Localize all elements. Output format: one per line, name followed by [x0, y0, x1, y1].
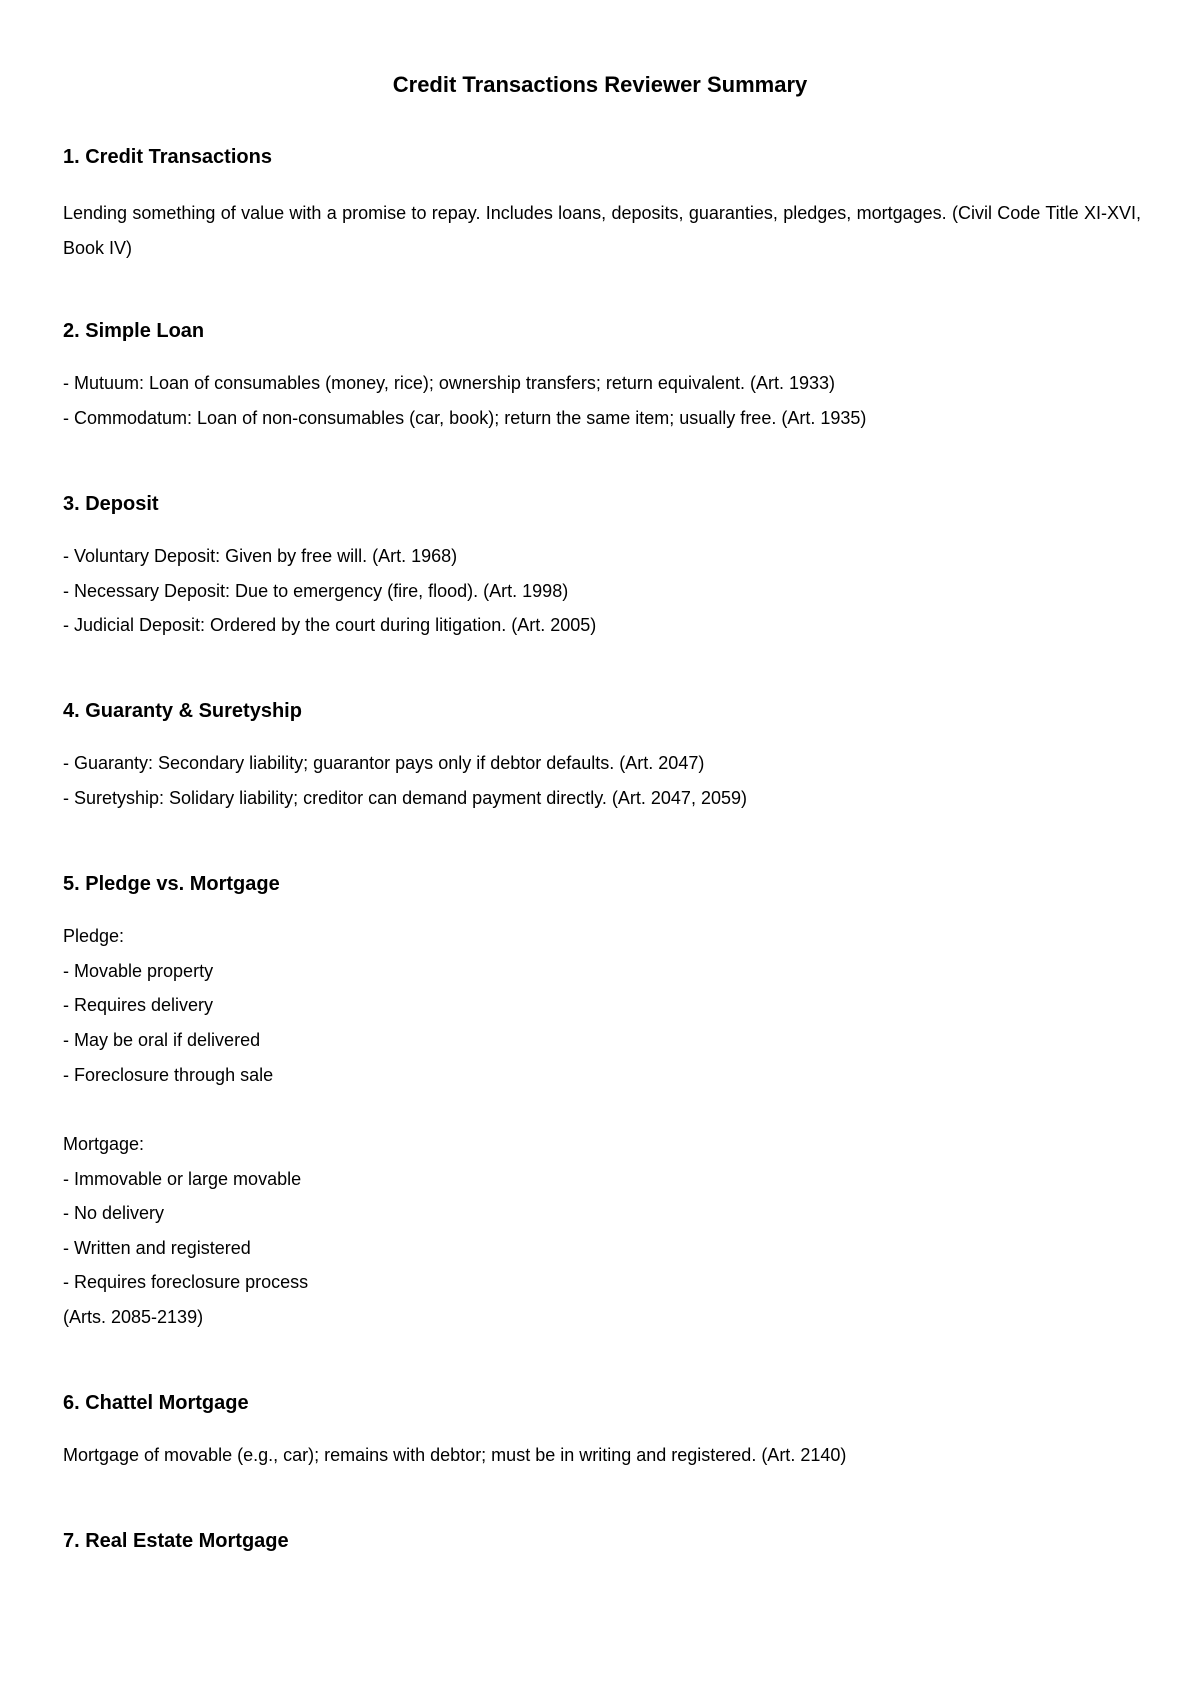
list-item: - No delivery — [63, 1203, 165, 1223]
section-heading-chattel-mortgage: 6. Chattel Mortgage — [63, 1392, 249, 1414]
section-heading-guaranty-suretyship: 4. Guaranty & Suretyship — [63, 700, 302, 722]
section-heading-pledge-vs-mortgage: 5. Pledge vs. Mortgage — [63, 873, 280, 895]
list-item: - Suretyship: Solidary liability; creditor can demand payment directly. (Art. 2047, 2059) — [63, 788, 747, 808]
list-item: - Judicial Deposit: Ordered by the court during litigation. (Art. 2005) — [63, 615, 597, 635]
list-item: - May be oral if delivered — [63, 1030, 261, 1050]
section-heading-real-estate-mortgage: 7. Real Estate Mortgage — [63, 1530, 289, 1552]
list-item: - Requires foreclosure process — [63, 1272, 309, 1292]
citation: (Arts. 2085-2139) — [63, 1307, 204, 1327]
list-item: - Mutuum: Loan of consumables (money, rice); ownership transfers; return equivalent. (Art. 1933) — [63, 373, 836, 393]
section-heading-deposit: 3. Deposit — [63, 493, 159, 515]
list-item: - Commodatum: Loan of non-consumables (car, book); return the same item; usually free. (Art. 1935) — [63, 408, 867, 428]
pledge-label: Pledge: — [63, 926, 125, 946]
mortgage-label: Mortgage: — [63, 1134, 145, 1154]
document-title: Credit Transactions Reviewer Summary — [392, 72, 808, 97]
section-paragraph-chattel-mortgage: Mortgage of movable (e.g., car); remains with debtor; must be in writing and registered. (Art. 2140) — [63, 1445, 847, 1465]
section-heading-simple-loan: 2. Simple Loan — [63, 320, 205, 342]
list-item: - Guaranty: Secondary liability; guarantor pays only if debtor defaults. (Art. 2047) — [63, 753, 705, 773]
list-item: - Written and registered — [63, 1238, 251, 1258]
list-item: - Immovable or large movable — [63, 1169, 302, 1189]
list-item: - Foreclosure through sale — [63, 1065, 274, 1085]
list-item: - Requires delivery — [63, 995, 214, 1015]
section-heading-credit-transactions: 1. Credit Transactions — [63, 146, 272, 168]
list-item: - Necessary Deposit: Due to emergency (fire, flood). (Art. 1998) — [63, 581, 569, 601]
list-item: - Voluntary Deposit: Given by free will. (Art. 1968) — [63, 546, 458, 566]
section-paragraph-credit-transactions: Lending something of value with a promise to repay. Includes loans, deposits, guaranties, pledges, mortgages. (Civil Code Title XI-XVI, Book IV) — [63, 203, 1141, 258]
list-item: - Movable property — [63, 961, 214, 981]
